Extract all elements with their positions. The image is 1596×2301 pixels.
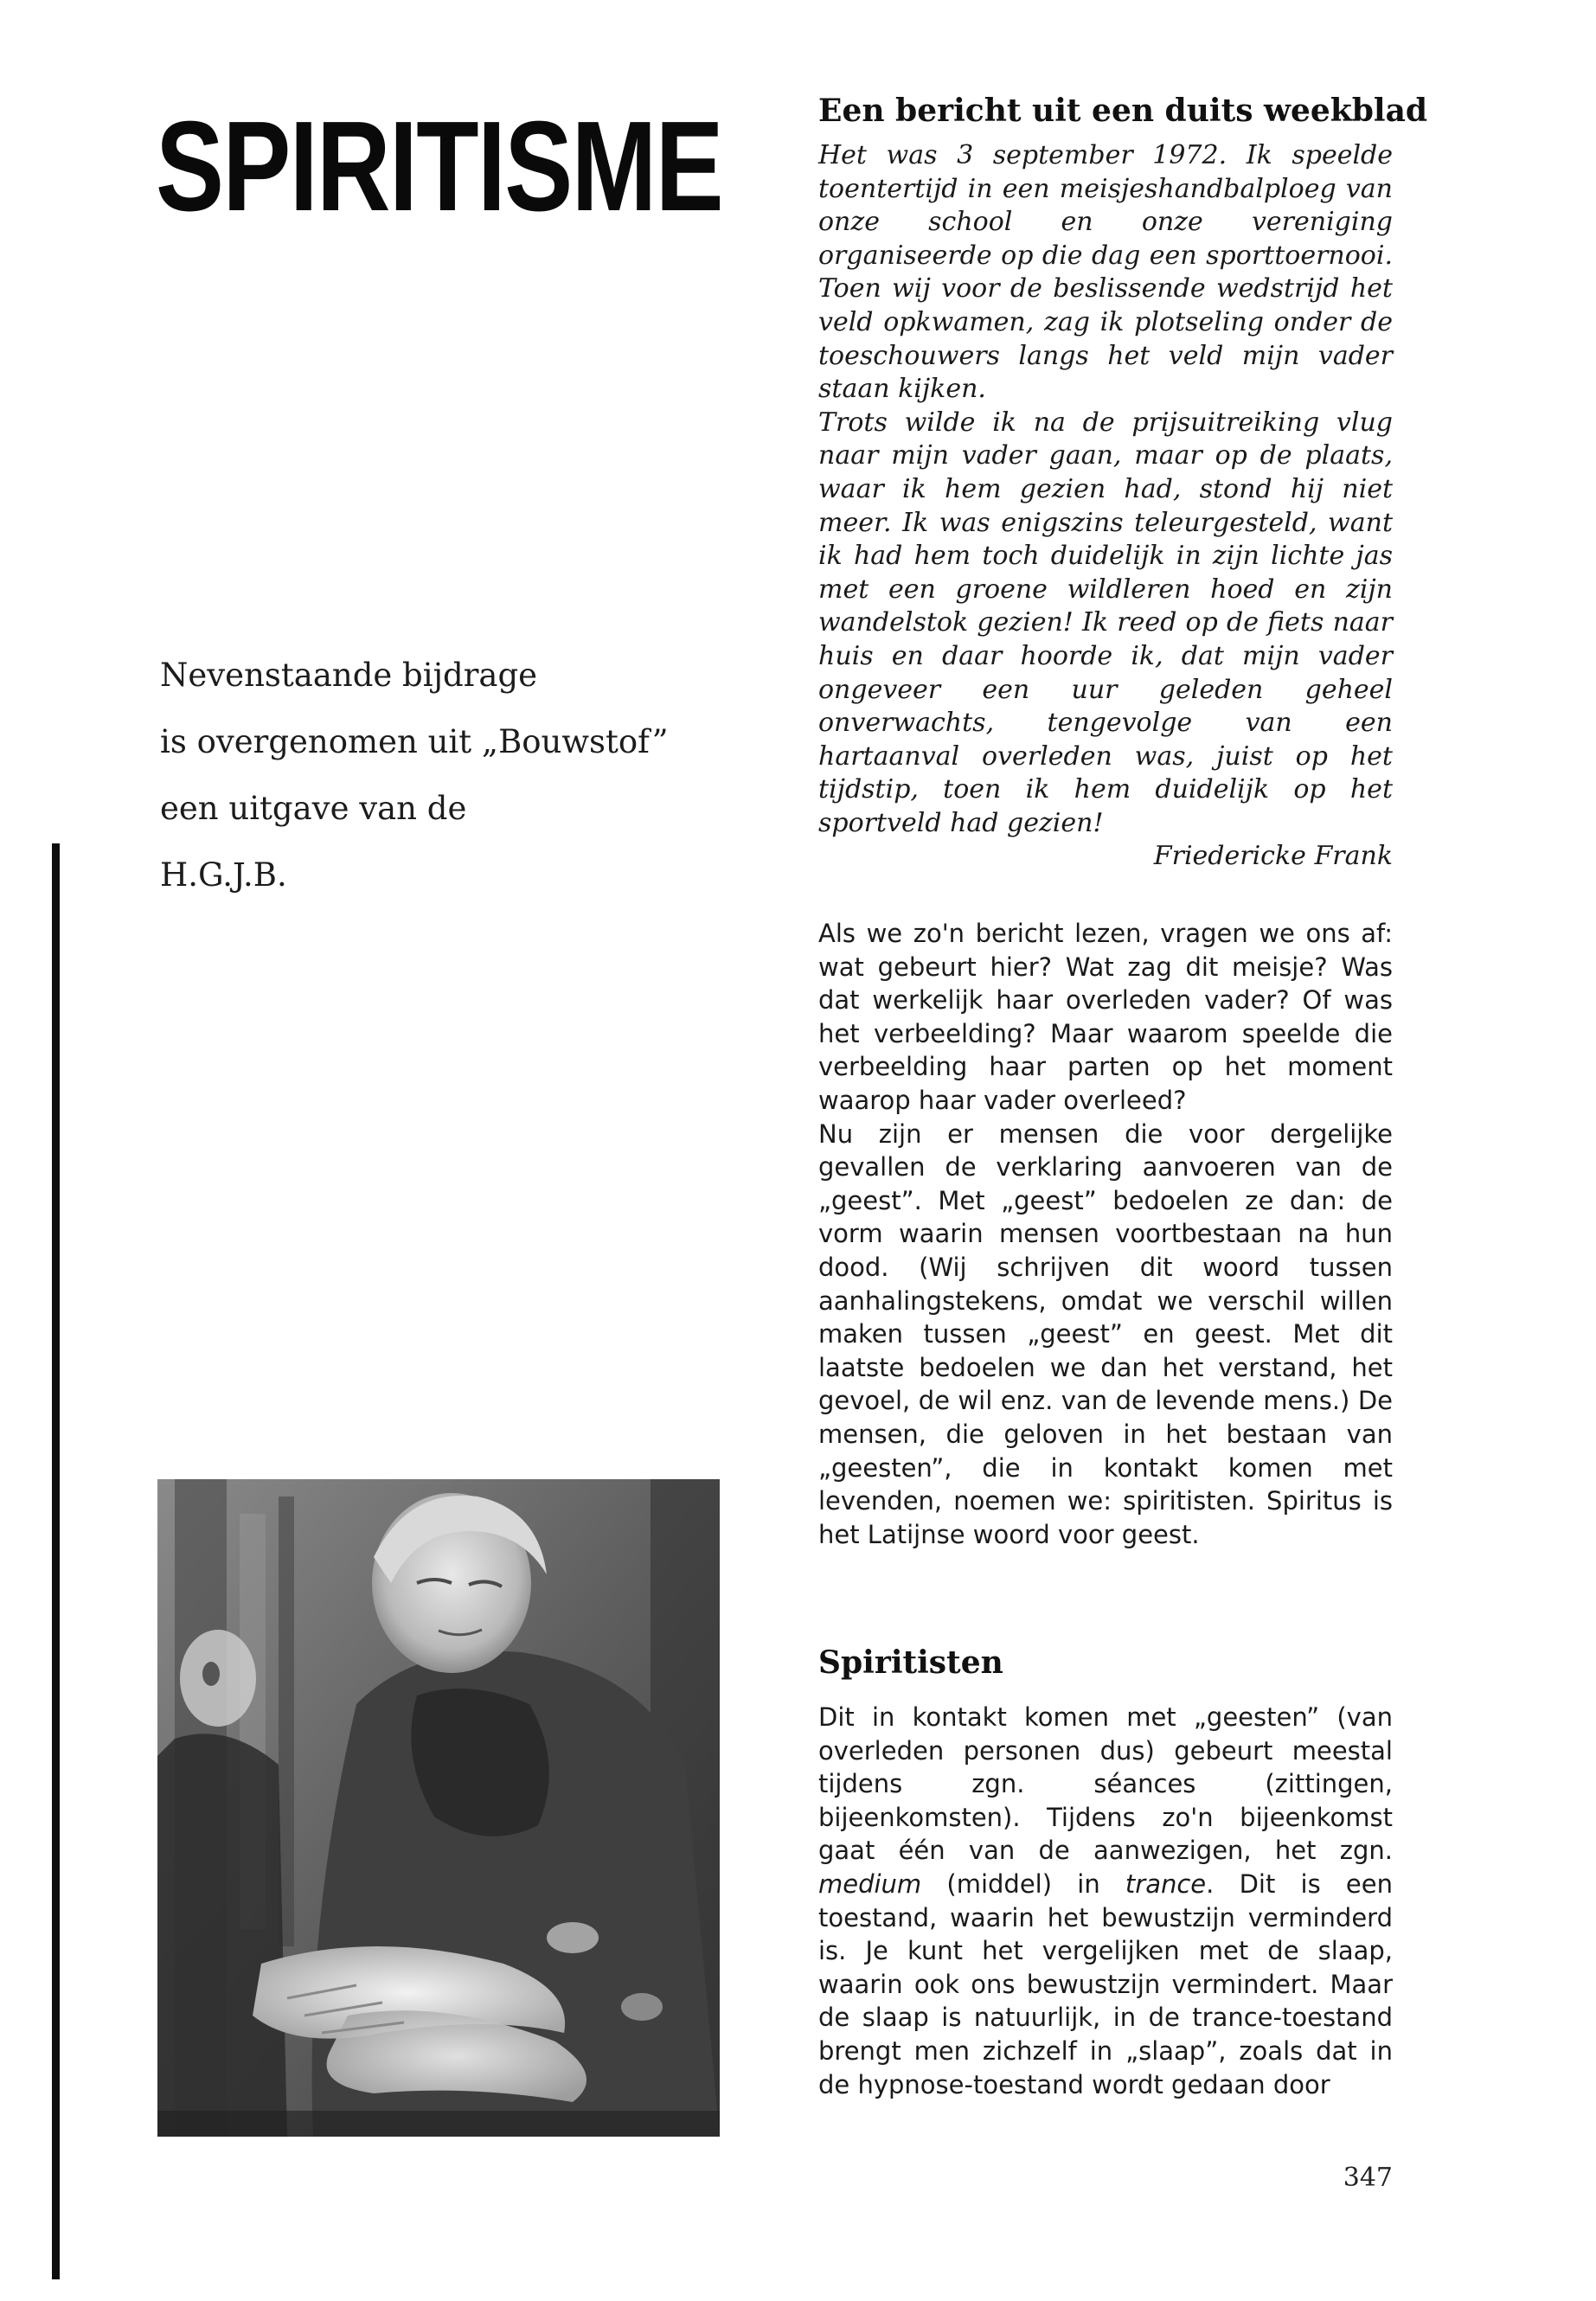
seance-photo-image — [157, 1479, 720, 2137]
credit-line: Nevenstaande bijdrage — [160, 657, 538, 694]
credit-line: is overgenomen uit „Bouwstof” — [160, 723, 669, 760]
term-medium: medium — [818, 1868, 922, 1899]
article-headline: SPIRITISME — [156, 95, 723, 238]
report-title: Een bericht uit een duits weekblad — [818, 93, 1428, 129]
section-text-part: (middel) in — [921, 1868, 1125, 1899]
section-title: Spiritisten — [818, 1644, 1003, 1681]
term-trance: trance — [1125, 1868, 1207, 1899]
margin-rule — [52, 843, 60, 2279]
body-paragraph: Nu zijn er mensen die voor dergelijke gevallen de verklaring aanvoeren van de „geest”. Met „geest” bedoelen ze dan: de vorm waarin mensen voortbestaan na hun dood. (Wij schrijven dit woord tussen aanhalingstekens, omdat we verschil willen maken tussen „geest” en geest. Met dit laatste bedoelen we dan het verstand, het gevoel, de wil enz. van de levende mens.) De mensen, die geloven in het bestaan van „geesten”, die in kontakt komen met levenden, noemen we: spiritisten. Spiritus is het Latijnse woord voor geest. — [818, 1118, 1393, 1549]
section-text-part: Dit in kontakt komen met „geesten” (van overleden personen dus) gebeurt meestal tijdens zgn. séances (zittingen, bijeenkomsten). Tijdens zo'n bijeenkomst gaat één van de aanwezigen, het zgn. — [818, 1702, 1393, 1866]
body-paragraph: Als we zo'n bericht lezen, vragen we ons af: wat gebeurt hier? Wat zag dit meisje? Was dat werkelijk haar overleden vader? Of was het verbeelding? Maar waarom speelde die verbeelding haar parten op het moment waarop haar vader overleed? — [818, 919, 1393, 1115]
intro-text — [818, 917, 1393, 1551]
section-paragraph — [818, 1701, 1393, 2101]
credit-line: H.G.J.B. — [160, 856, 287, 894]
section-text-part: . Dit is een toestand, waarin het bewustzijn verminderd is. Je kunt het vergelijken met de slaap, waarin ook ons bewustzijn vermindert. Maar de slaap is natuurlijk, in de trance-toestand brengt men zichzelf in „slaap”, zoals dat in de hypnose-toestand wordt gedaan door — [818, 1868, 1393, 2099]
weekly-report — [818, 139, 1393, 874]
page-number: 347 — [1343, 2163, 1393, 2193]
seance-photo — [157, 1479, 720, 2137]
report-paragraph: Trots wilde ik na de prijsuitreiking vlug naar mijn vader gaan, maar op de plaats, waar ik hem gezien had, stond hij niet meer. Ik was enigszins teleurgesteld, want ik had hem toch duidelijk in zijn lichte jas met een groene wildleren hoed en zijn wandelstok gezien! Ik reed op de fiets naar huis en daar hoorde ik, dat mijn vader ongeveer een uur geleden geheel onverwachts, tengevolge van een hartaanval overleden was, juist op het tijdstip, toen ik hem duidelijk op het sportveld had gezien! — [818, 407, 1393, 838]
report-paragraph: Het was 3 september 1972. Ik speelde toentertijd in een meisjeshandbalploeg van onze school en onze vereniging organiseerde op die dag een sporttoernooi. Toen wij voor de beslissende wedstrijd het veld opkwamen, zag ik plotseling onder de toeschouwers langs het veld mijn vader staan kijken. — [818, 140, 1393, 405]
credit-line: een uitgave van de — [160, 790, 467, 827]
source-credit — [160, 642, 766, 908]
report-signature: Friedericke Frank — [1153, 841, 1393, 872]
section-text — [818, 1701, 1393, 2101]
